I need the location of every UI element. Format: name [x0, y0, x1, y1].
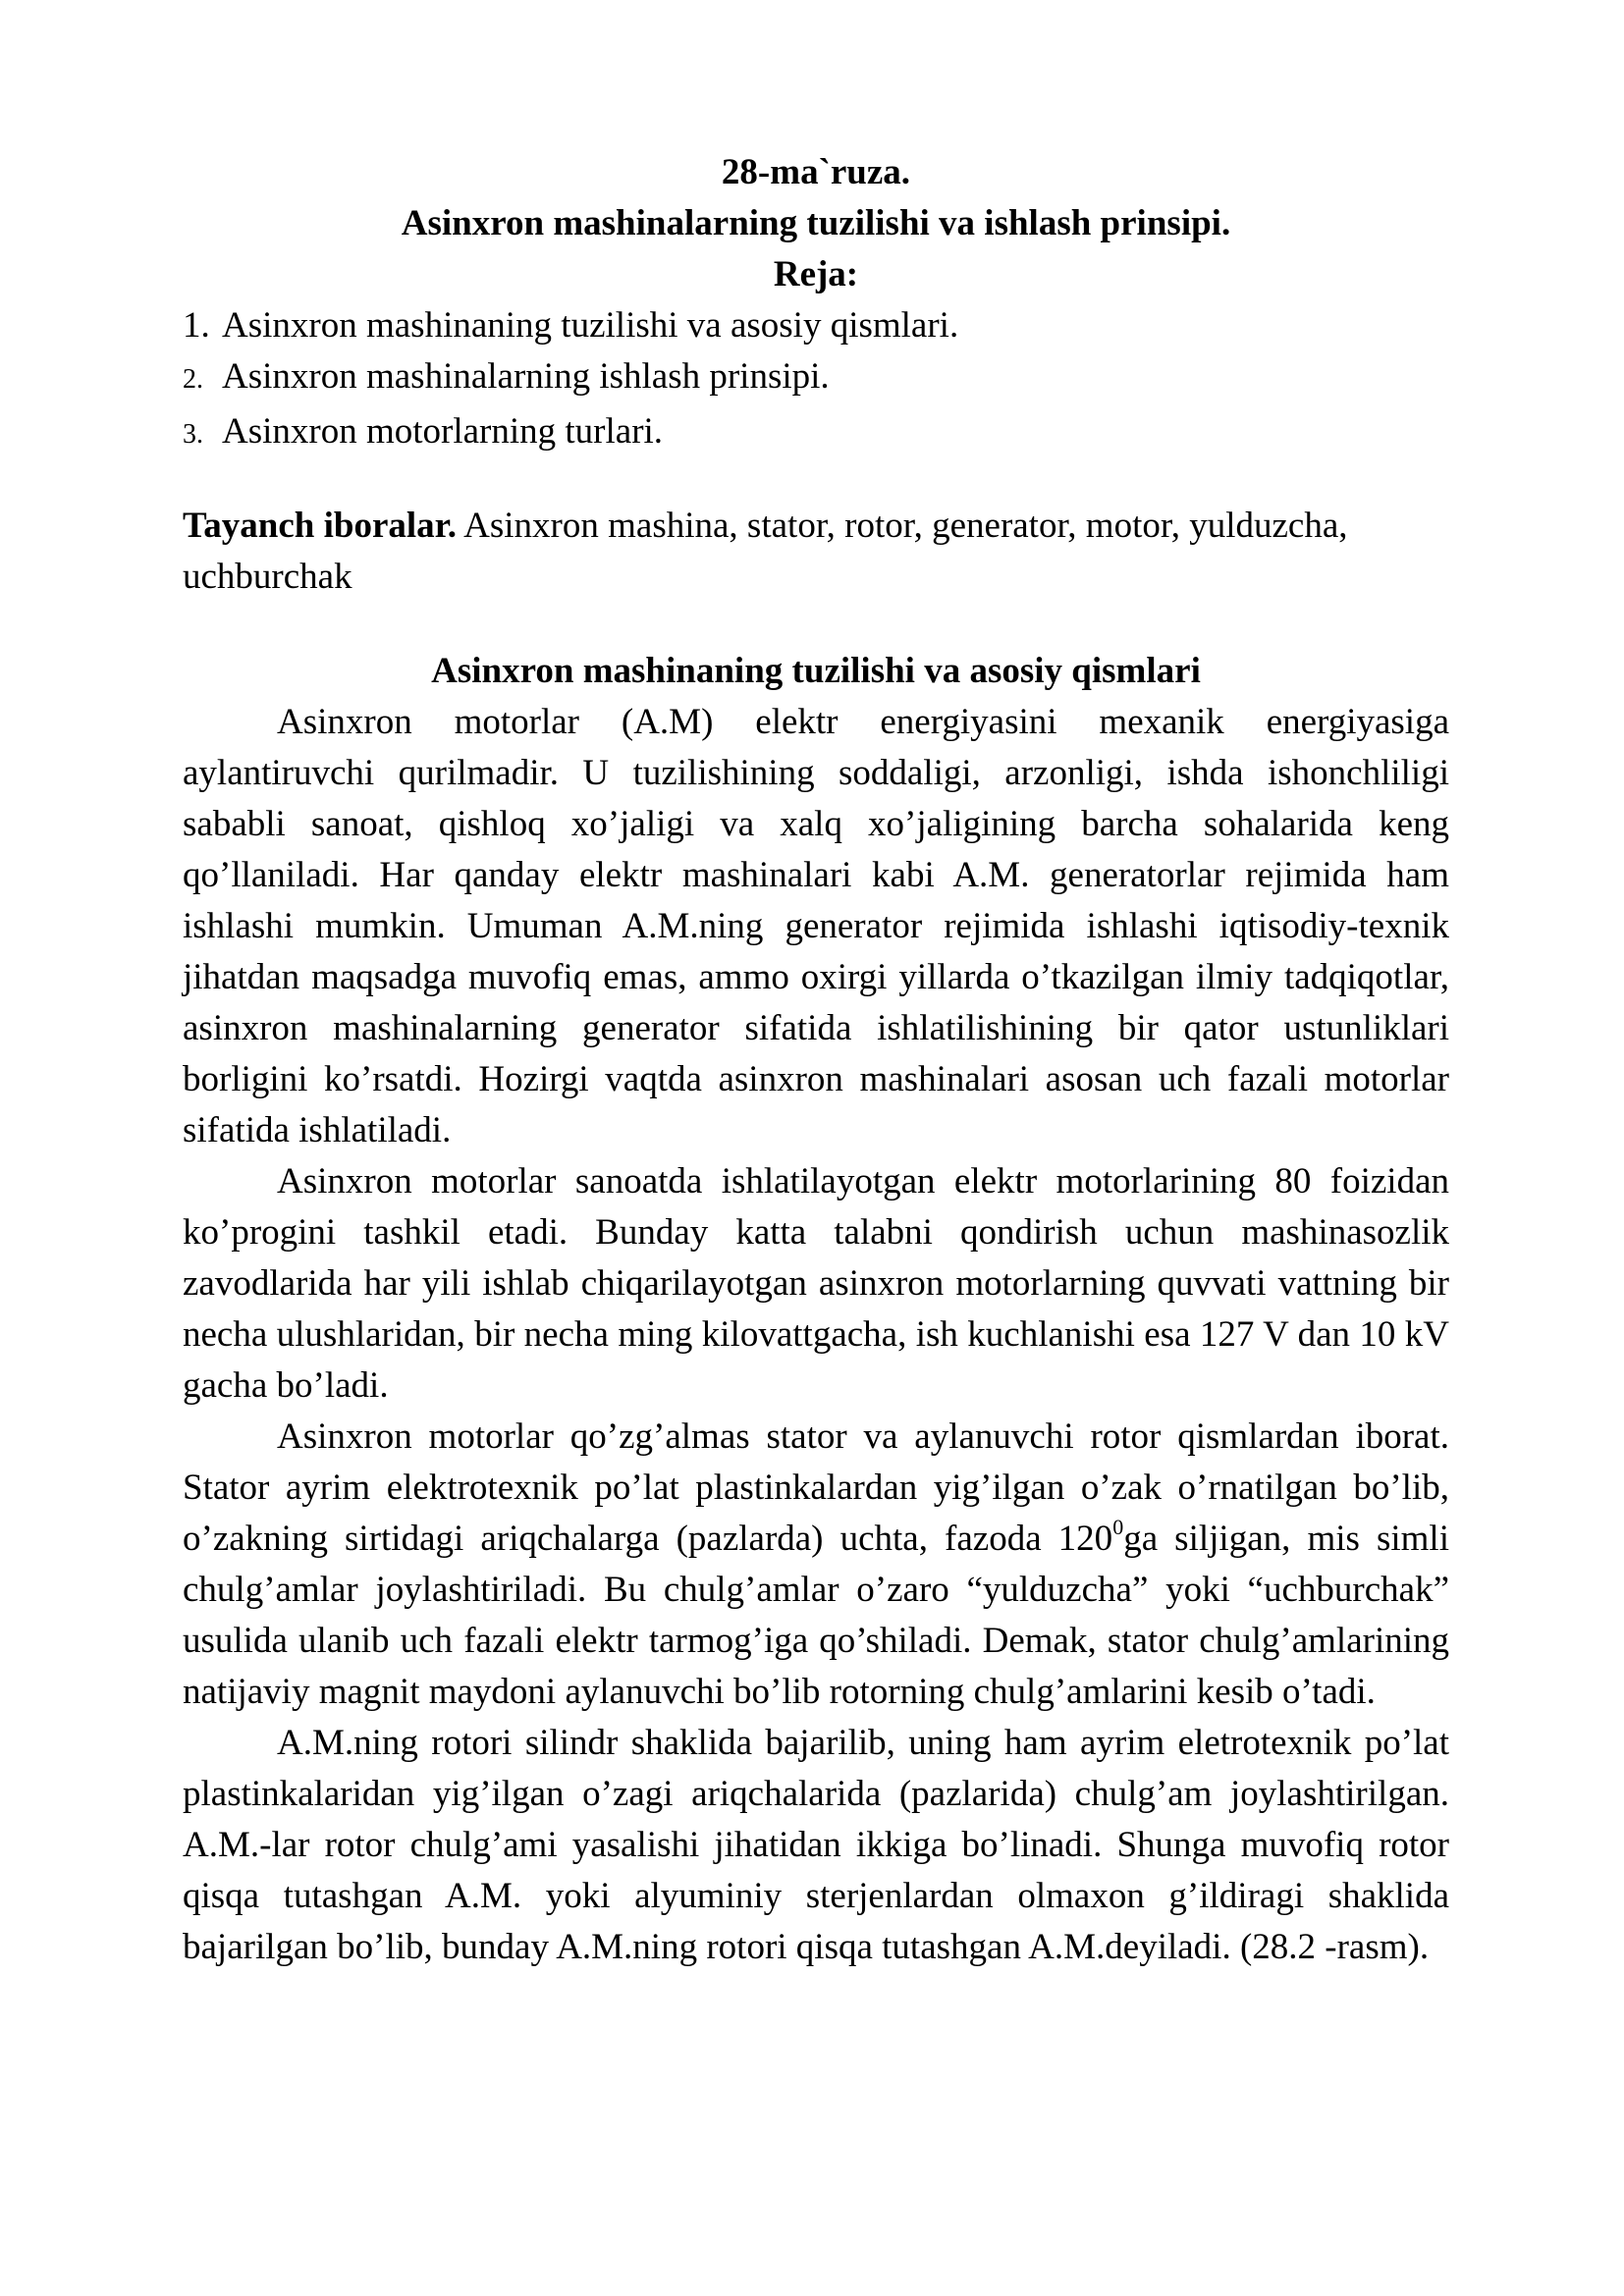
body-paragraph: Asinxron motorlar sanoatda ishlatilayotgan elektr motorlarining 80 foizidan ko’progini tashkil etadi. Bunday katta talabni qondirish uchun mashinasozlik zavodlarida har yili ishlab chiqarilayotgan asinxron motorlarning quvvati vattning bir necha ulushlaridan, bir necha ming kilovattgacha, ish kuchlanishi esa 127 V dan 10 kV gacha bo’ladi. [183, 1161, 1449, 1406]
section-heading: Asinxron mashinaning tuzilishi va asosiy qismlari [431, 651, 1201, 691]
plan-item-number: 1. [183, 305, 210, 346]
paragraph-text-part: Asinxron motorlar qo’zg’almas stator va aylanuvchi rotor qismlardan iborat. Stator ayrim elektrotexnik po’lat plastinkalardan yig’ilgan o’zak o’rnatilgan bo’lib, o’zakning sirtidagi ariqchalarga (pazlarda) uchta, fazoda 120 [183, 1416, 1449, 1559]
keywords-paragraph [183, 501, 1449, 603]
plan-item-text: Asinxron mashinalarning ishlash prinsipi. [222, 356, 830, 397]
paragraph-text-part: ga siljigan, mis simli chulg’amlar joylashtiriladi. Bu chulg’amlar o’zaro “yulduzcha” yoki “uchburchak” usulida ulanib uch fazali elektr tarmog’iga qo’shiladi. Demak, stator chulg’amlarining natijaviy magnit maydoni aylanuvchi bo’lib rotorning chulg’amlarini kesib o’tadi. [183, 1519, 1449, 1712]
keywords-label: Tayanch iboralar. [183, 506, 457, 546]
plan-heading: Reja: [773, 254, 859, 294]
body-paragraph: A.M.ning rotori silindr shaklida bajarilib, uning ham ayrim eletrotexnik po’lat plastinkalaridan yig’ilgan o’zagi ariqchalarida (pazlarida) chulg’am joylashtirilgan. A.M.-lar rotor chulg’ami yasalishi jihatidan ikkiga bo’linadi. Shunga muvofiq rotor qisqa tutashgan A.M. yoki alyuminiy sterjenlardan olmaxon g’ildiragi shaklida bajarilgan bo’lib, bunday A.M.ning rotori qisqa tutashgan A.M.deyiladi. (28.2 -rasm). [183, 1723, 1449, 1967]
document-page [183, 147, 1449, 1973]
plan-list [183, 300, 1449, 457]
body-paragraph: Asinxron motorlar (A.M) elektr energiyasini mexanik energiyasiga aylantiruvchi qurilmadir. U tuzilishining soddaligi, arzonligi, ishda ishonchliligi sababli sanoat, qishloq xo’jaligi va xalq xo’jaligining barcha sohalarida keng qo’llaniladi. Har qanday elektr mashinalari kabi A.M. generatorlar rejimida ham ishlashi mumkin. Umuman A.M.ning generator rejimida ishlashi iqtisodiy-texnik jihatdan maqsadga muvofiq emas, ammo oxirgi yillarda o’tkazilgan ilmiy tadqiqotlar, asinxron mashinalarning generator sifatida ishlatilishining bir qator ustunliklari borligini ko’rsatdi. Hozirgi vaqtda asinxron mashinalari asosan uch fazali motorlar sifatida ishlatiladi. [183, 702, 1449, 1150]
plan-item [183, 406, 1449, 457]
plan-item [183, 300, 1449, 351]
body-paragraph [183, 1412, 1449, 1718]
plan-item-text: Asinxron mashinaning tuzilishi va asosiy qismlari. [222, 305, 959, 346]
keywords-text: Asinxron mashina, stator, rotor, generator, motor, yulduzcha, uchburchak [183, 506, 1348, 597]
plan-item-text: Asinxron motorlarning turlari. [222, 411, 664, 452]
plan-item [183, 351, 1449, 402]
plan-item-number: 3. [183, 419, 203, 450]
degree-superscript: 0 [1112, 1515, 1124, 1539]
lecture-title: Asinxron mashinalarning tuzilishi va ishlash prinsipi. [401, 203, 1231, 243]
lecture-number: 28-ma`ruza. [721, 152, 911, 192]
plan-item-number: 2. [183, 364, 203, 395]
